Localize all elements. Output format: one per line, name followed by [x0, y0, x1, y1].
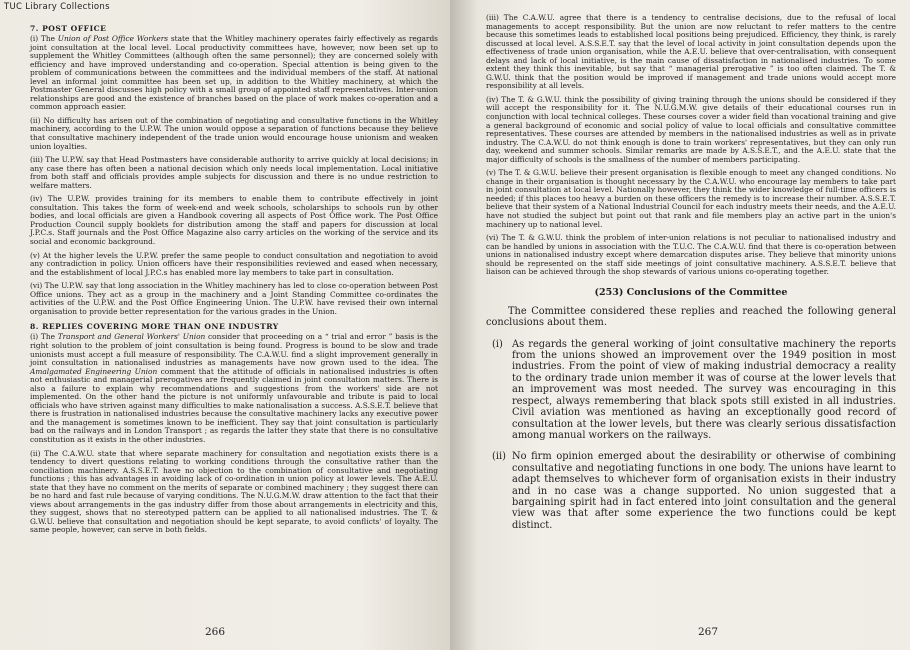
- conclusions-heading: (253) Conclusions of the Committee: [594, 286, 788, 298]
- watermark: TUC Library Collections: [4, 2, 110, 12]
- s8-paragraph-1: (i) The Transport and General Workers' Union consider that proceeding on a “ trial and error ” basis is the right solution to the problem of joint consultation is being found. Progress is bound to be slow and trade unionists must accept a full measure of responsibility. The C.A.W.U. find a slight improvement generally in joint consultation in nationalised industries as managements have now grown used to the idea. The Amalgamated Engineering Union comment that the attitude of officials in nationalised industries is often not enthusiastic and managerial prerogatives are frequently claimed in joint consultation matters. There is also a failure to explain why recommendations and suggestions from the workers' side are not implemented. On the other hand the picture is not uniformly unfavourable and tribute is paid to local officials who have striven against many difficulties to make nationalisation a success. A.S.S.E.T. believe that there is frustration in nationalised industries because the consultative machinery lacks any executive power and the management is sometimes known to be inefficient. They say that joint consultation is particularly bad on the railways and in London Transport ; as regards the latter they state that there is no consultative constitution as it exists in the other industries.: [30, 332, 438, 444]
- conclusion-number: (ii): [492, 451, 506, 463]
- s7-paragraph-6: (vi) The U.P.W. say that long association in the Whitley machinery has led to close co-operation between Post Office unions. They act as a group in the machinery and a Joint Standing Committee co-ordinates the activities of the U.P.W. and the Post Office Engineering Union. The U.P.W. have revised their own internal organisation to provide better representation for the various grades in the Union.: [30, 281, 438, 316]
- s7-paragraph-5: (v) At the higher levels the U.P.W. prefer the same people to conduct consultation and negotiation to avoid any contradiction in policy. Union officers have their responsibilities reviewed and eased when necessary, and the establishment of local J.P.C.s has enabled more lay members to take part in consultation.: [30, 250, 438, 277]
- section-7-heading: 7. POST OFFICE: [30, 24, 107, 33]
- conclusion-item: [486, 339, 896, 442]
- s7-paragraph-2: (ii) No difficulty has arisen out of the combination of negotiating and consultative functions in the Whitley machinery, according to the U.P.W. The union would oppose a separation of functions because they believe that consultative machinery independent of the trade union would encourage house unionism and weaken union loyalties.: [30, 115, 438, 151]
- left-page: [0, 0, 450, 650]
- s7-paragraph-1: (i) The Union of Post Office Workers state that the Whitley machinery operates fairly effectively as regards joint consultation at the local level. Local productivity committees have, however, now been set up to supplement the Whitley Committees (although often the same personnel); they are concerned solely with efficiency and have improved understanding and co-operation. Special attention is being given to the problem of communications between the committees and the individual members of the staff. At national level an informal joint committee has been set up, in addition to the Whitley machinery, at which the Postmaster General discusses high policy with a small group of appointed staff representatives. Inter-union relationships are good and the existence of branches based on the place of work makes co-operation and a common approach easier.: [30, 34, 438, 112]
- right-paragraph-1: (iii) The C.A.W.U. agree that there is a tendency to centralise decisions, due to the refusal of local managements to accept responsibility. But the union are now reluctant to refer matters to the centre because this sometimes leads to established local positions being prejudiced. Efficiency, they think, is rarely discussed at local level. A.S.S.E.T. say that the level of local activity in joint consultation depends upon the effectiveness of trade union organisation, while the A.E.U. believe that over-centralisation, with consequent delays and lack of local initiative, is the main cause of dissatisfaction in nationalised industries. To some extent they think this inevitable, but say that “ managerial prerogative ” is too often claimed. The T. & G.W.U. think that the position would be improved if management and trade unions would accept more responsibility at all levels.: [486, 13, 896, 91]
- right-paragraph-2: (iv) The T. & G.W.U. think the possibility of giving training through the unions should be considered if they will accept the responsibility for it. The N.U.G.M.W. give details of their educational courses run in conjunction with local technical colleges. These courses cover a wider field than vocational training and give a general background of economic and social policy of value to local officials and consultative committee representatives. These courses are attended by members in the nationalised industries as well as in private industry. The C.A.W.U. do not think enough is done to train workers' representatives, but they can only run day, weekend and summer schools. Similar remarks are made by A.S.S.E.T., and the A.E.U. state that the major difficulty of schools is the smallness of the number of members participating.: [486, 94, 896, 164]
- conclusion-number: (i): [492, 338, 503, 350]
- right-page: [450, 0, 910, 650]
- page-number-left: 266: [205, 626, 226, 638]
- s7-paragraph-4: (iv) The U.P.W. provides training for its members to enable them to contribute effectively in joint consultation. This takes the form of week-end and week schools, scholarships to schools run by other bodies, and local officials are given a Handbook covering all aspects of Post Office work. The Post Office Production Council supply booklets for distribution among the staff and papers for discussion at local J.P.C.s. Staff journals and the Post Office Magazine also carry articles on the working of the service and its social and economic background.: [30, 194, 438, 247]
- page-number-right: 267: [698, 626, 719, 638]
- s8-paragraph-2: (ii) The C.A.W.U. state that where separate machinery for consultation and negotiation exists there is a tendency to divert questions relating to working conditions through the consultative rather than the conciliation machinery. A.S.S.E.T. have no objection to the combination of consultative and negotiating functions ; this has advantages in avoiding lack of co-ordination in union policy at lower levels. The A.E.U. state that they have no comment on the merits of separate or combined machinery ; they suggest there can be no hard and fast rule because of varying conditions. The N.U.G.M.W. draw attention to the fact that their views about arrangements in the gas industry differ from those about arrangements in electricity and this, they suggest, shows that no stereotyped pattern can be applied to all nationalised industries. The T. & G.W.U. believe that consultation and negotiation should be kept separate, to avoid conflicts' of loyalty. The same people, however, can serve in both fields.: [30, 448, 438, 535]
- section-8-heading: 8. REPLIES COVERING MORE THAN ONE INDUSTRY: [30, 322, 279, 332]
- conclusions-intro: The Committee considered these replies and reached the following general conclusions about them.: [486, 305, 896, 329]
- conclusion-text: No firm opinion emerged about the desirability or otherwise of combining consultative and negotiating functions in one body. The unions have learnt to adapt themselves to whichever form of organisation exists in their industry and in no case was a change supported. No union suggested that a bargaining spirit had in fact entered into joint consultation and the general view was that after some experience the two functions could be kept distinct.: [512, 451, 896, 531]
- conclusion-text: As regards the general working of joint consultative machinery the reports from the unions showed an improvement over the 1949 position in most industries. From the point of view of making industrial democracy a reality to the ordinary trade union member it was of course at the lower levels that an improvement was most needed. The survey was encouraging in this respect, always remembering that black spots still existed in all industries. Civil aviation was mentioned as having an exceptionally good record of consultation at the lower levels, but there was clearly serious dissatisfaction among manual workers on the railways.: [512, 338, 896, 441]
- conclusion-item: [486, 451, 896, 531]
- right-paragraph-3: (v) The T. & G.W.U. believe their present organisation is flexible enough to meet any changed conditions. No change in their organisation is thought necessary by the C.A.W.U. who encourage lay members to take part in joint consultation at local level. Nationally however, they think the wider knowledge of full-time officers is needed; if this places too heavy a burden on these officers the remedy is to increase their number. A.S.S.E.T. believe that their system of a National Industrial Council for each industry meets their needs, and the A.E.U. have not studied the subject but point out that rank and file members play an active part in the union's machinery up to national level.: [486, 168, 896, 229]
- s7-paragraph-3: (iii) The U.P.W. say that Head Postmasters have considerable authority to arrive quickly at local decisions; in any case there has often been a national decision which only needs local implementation. Local initiative from both staff and officials provides ample subjects for discussion and there is no undue restriction to welfare matters.: [30, 155, 438, 190]
- right-paragraph-4: (vi) The T. & G.W.U. think the problem of inter-union relations is not peculiar to nationalised industry and can be handled by unions in association with the T.U.C. The C.A.W.U. find that there is co-operation between unions in nationalised industry except where demarcation disputes arise. They believe that minority unions should be represented on the staff side meetings of joint consultative machinery. A.S.S.E.T. believe that liaison can be achieved through the shop stewards of various unions co-operating together.: [486, 233, 896, 277]
